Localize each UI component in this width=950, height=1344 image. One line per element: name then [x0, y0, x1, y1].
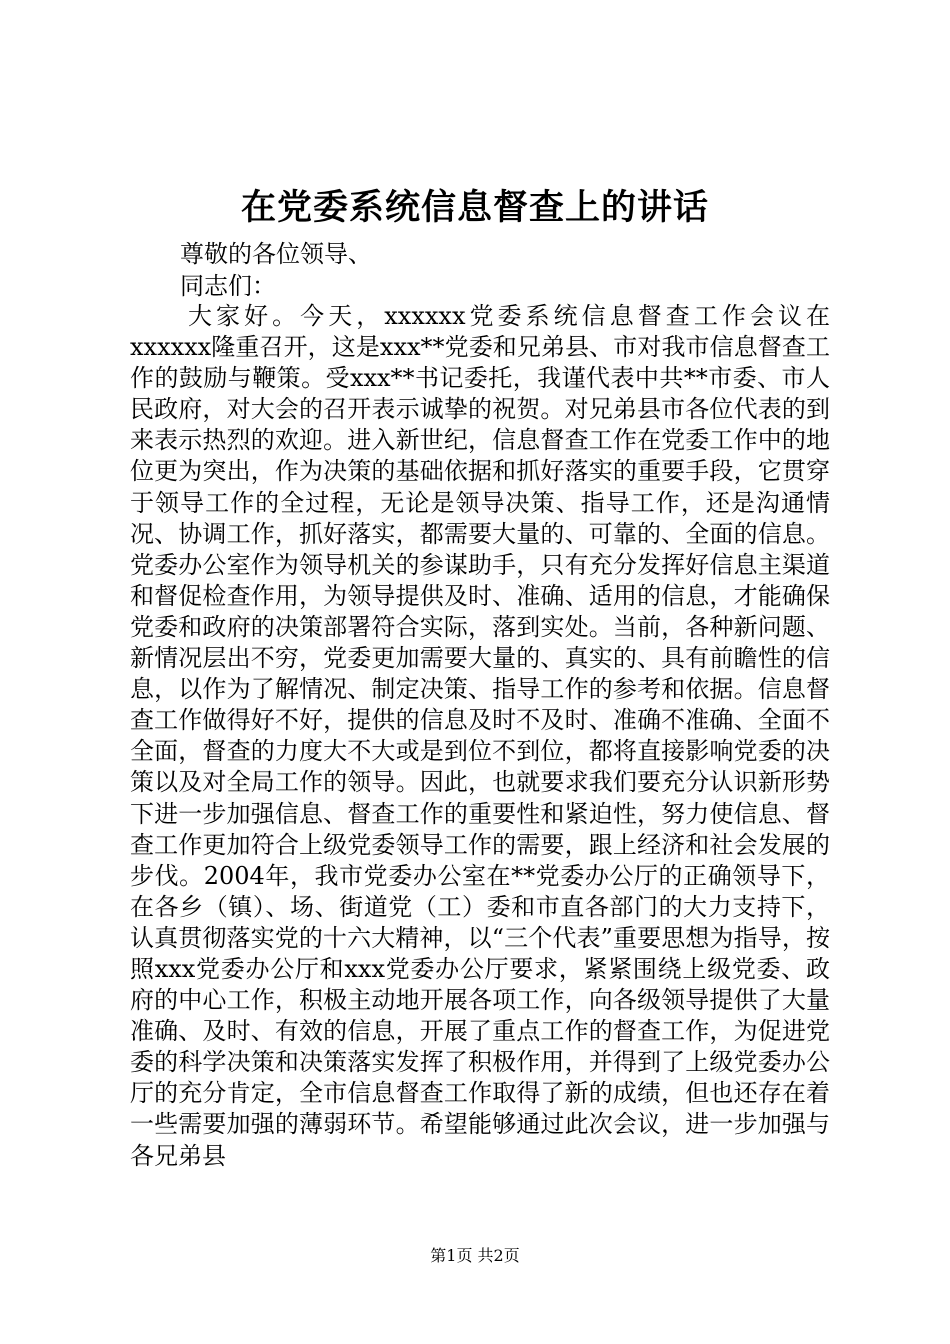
page-footer: 第1页 共2页: [430, 1246, 520, 1265]
body-paragraph: 大家好。今天，xxxxxx党委系统信息督查工作会议在xxxxxx隆重召开，这是xxx**党委和兄弟县、市对我市信息督查工作的鼓励与鞭策。受xxx**书记委托，我谨代表中共**市委、市人民政府，对大会的召开表示诚挚的祝贺。对兄弟县市各位代表的到来表示热烈的欢迎。进入新世纪，信息督查工作在党委工作中的地位更为突出，作为决策的基础依据和抓好落实的重要手段，它贯穿于领导工作的全过程，无论是领导决策、指导工作，还是沟通情况、协调工作，抓好落实，都需要大量的、可靠的、全面的信息。党委办公室作为领导机关的参谋助手，只有充分发挥好信息主渠道和督促检查作用，为领导提供及时、准确、适用的信息，才能确保党委和政府的决策部署符合实际，落到实处。当前，各种新问题、新情况层出不穷，党委更加需要大量的、真实的、具有前瞻性的信息，以作为了解情况、制定决策、指导工作的参考和依据。信息督查工作做得好不好，提供的信息及时不及时、准确不准确、全面不全面，督查的力度大不大或是到位不到位，都将直接影响党委的决策以及对全局工作的领导。因此，也就要求我们要充分认识新形势下进一步加强信息、督查工作的重要性和紧迫性，努力使信息、督查工作更加符合上级党委领导工作的需要，跟上经济和社会发展的步伐。2004年，我市党委办公室在**党委办公厅的正确领导下，在各乡（镇）、场、街道党（工）委和市直各部门的大力支持下，认真贯彻落实党的十六大精神，以“三个代表”重要思想为指导，按照xxx党委办公厅和xxx党委办公厅要求，紧紧围绕上级党委、政府的中心工作，积极主动地开展各项工作，向各级领导提供了大量准确、及时、有效的信息，开展了重点工作的督查工作，为促进党委的科学决策和决策落实发挥了积极作用，并得到了上级党委办公厅的充分肯定，全市信息督查工作取得了新的成绩，但也还存在着一些需要加强的薄弱环节。希望能够通过此次会议，进一步加强与各兄弟县: [130, 302, 830, 1170]
document-title: 在党委系统信息督查上的讲话: [240, 187, 709, 228]
salutation-line-1: 尊敬的各位领导、: [180, 240, 372, 268]
salutation-line-2: 同志们：: [180, 272, 276, 300]
